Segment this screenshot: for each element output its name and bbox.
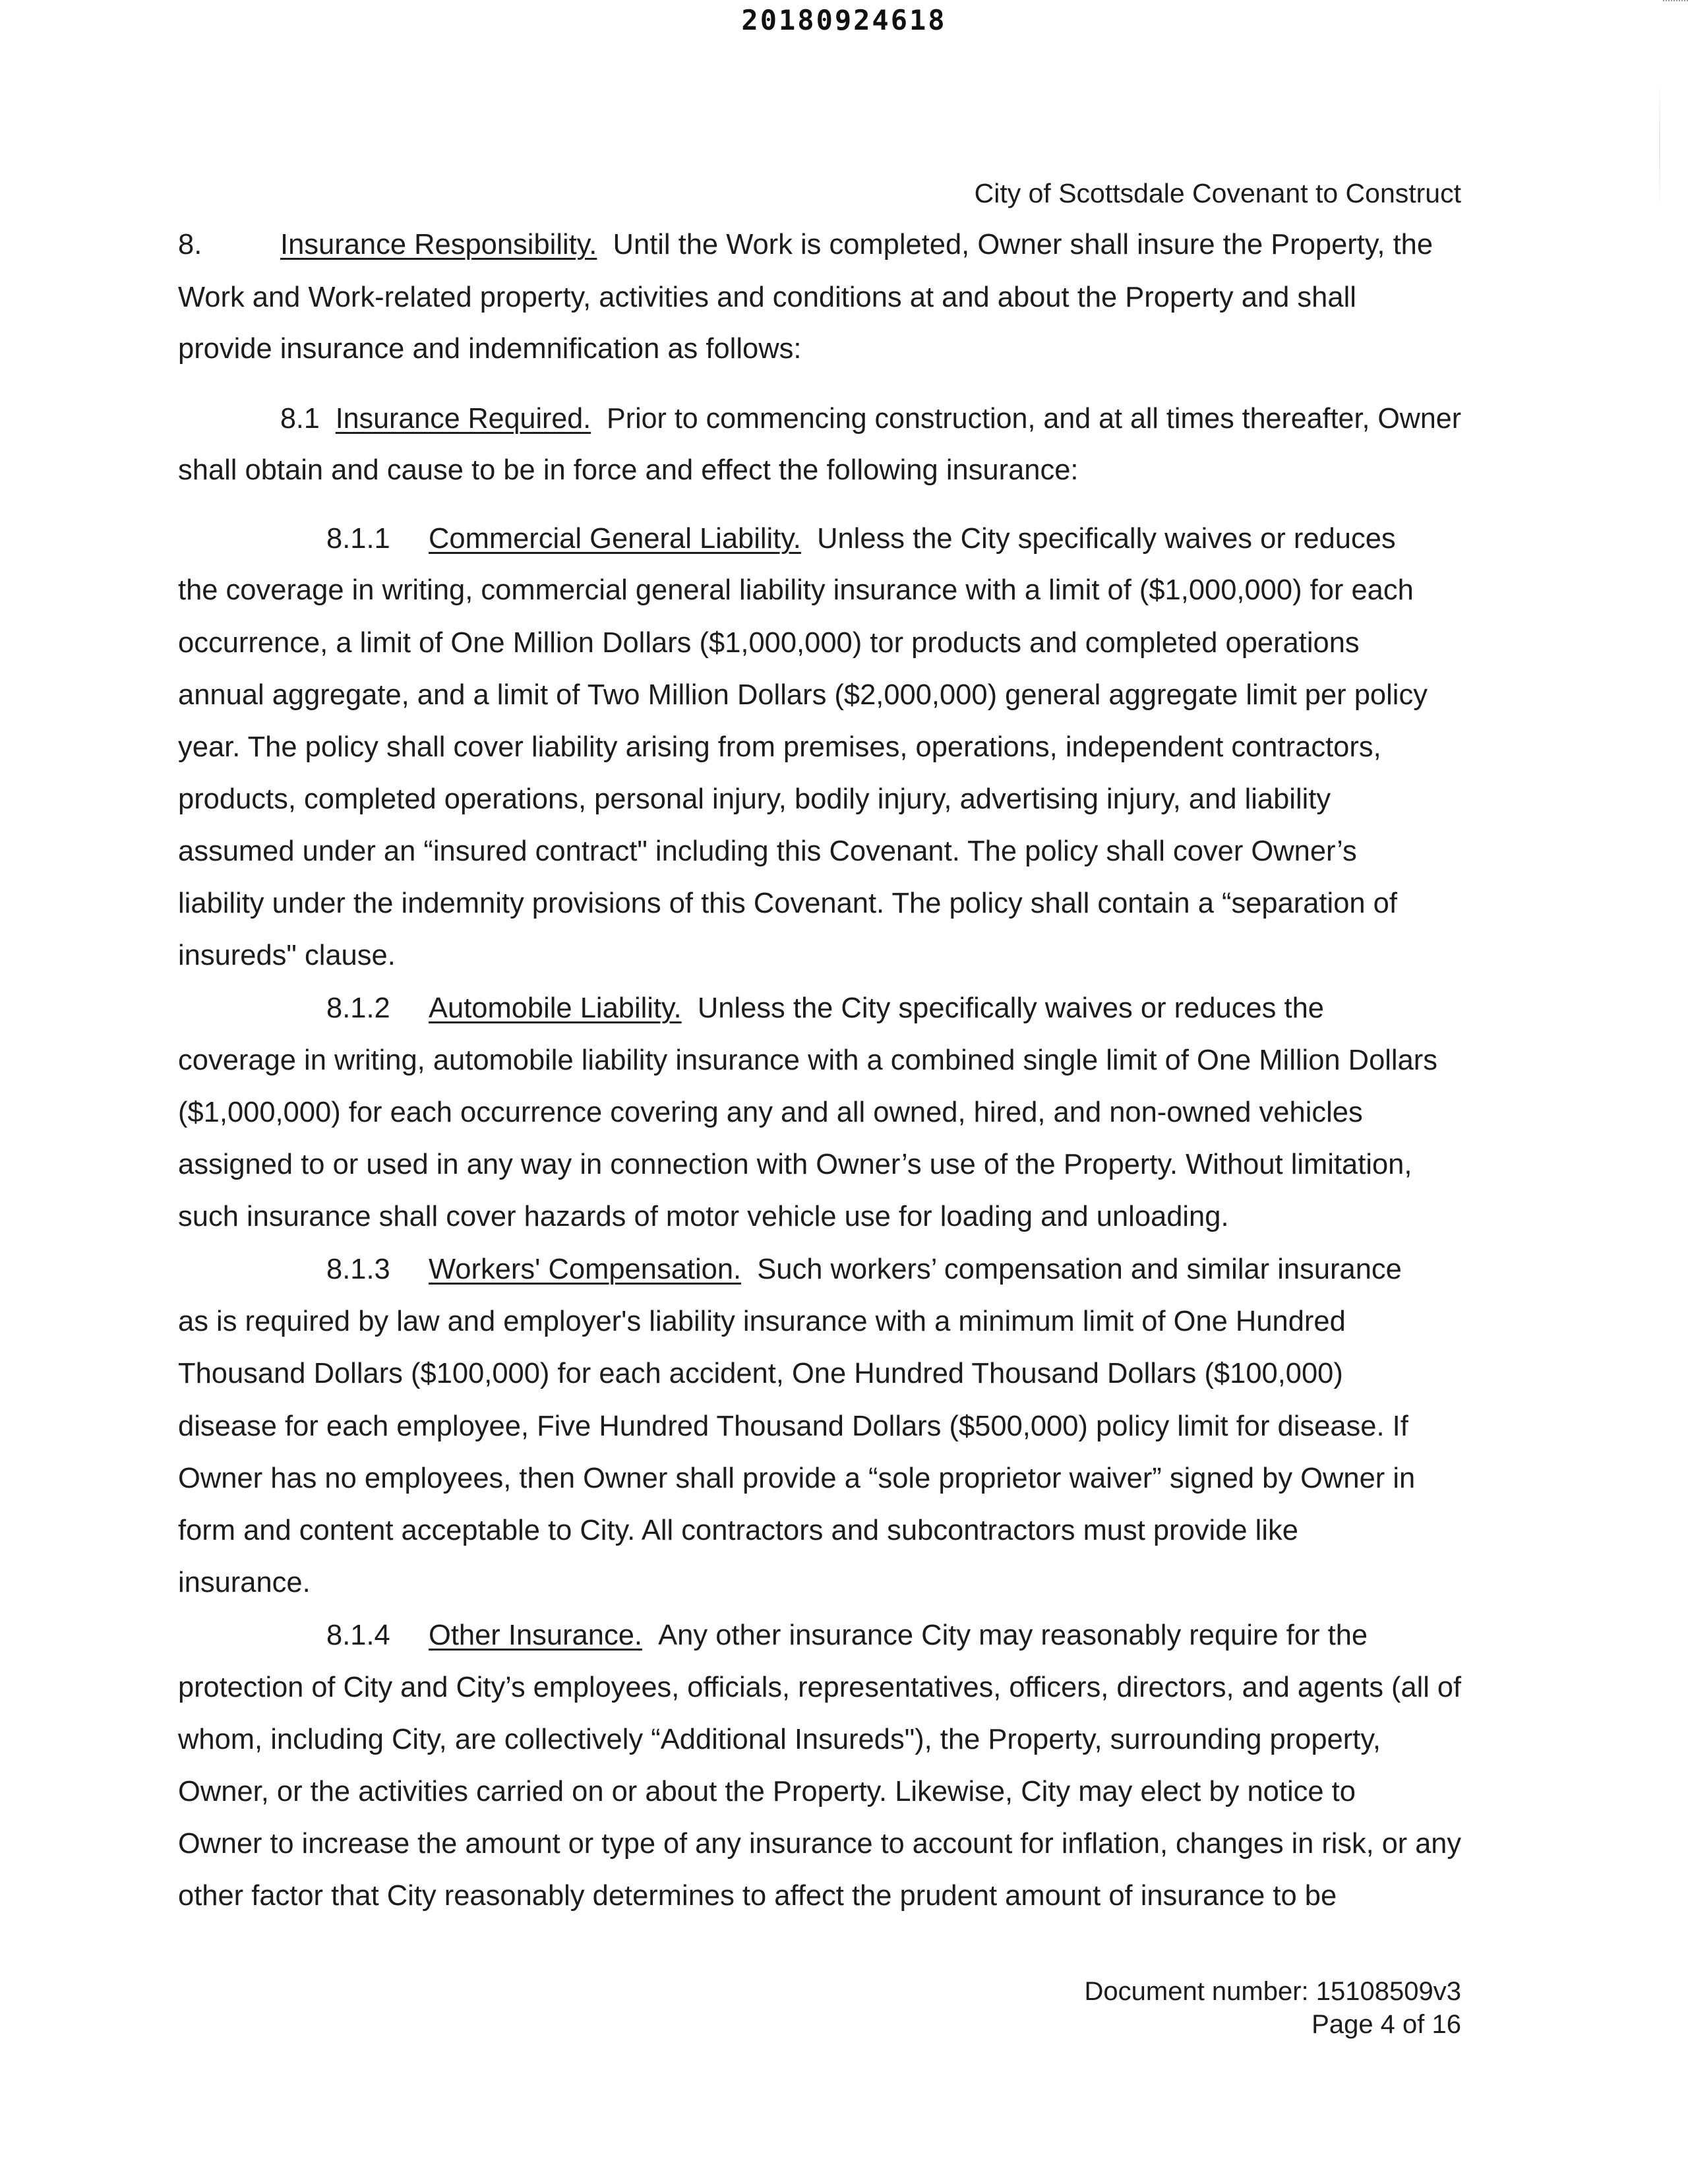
section-heading: Commercial General Liability. [429, 523, 801, 555]
section-heading: Other Insurance. [429, 1620, 642, 1651]
section-heading: Insurance Required. [335, 403, 591, 435]
section-8-line: Work and Work-related property, activities and conditions at and about the Property and shall [178, 282, 1356, 313]
section-8-1-1-line: the coverage in writing, commercial general liability insurance with a limit of ($1,000,000) for each [178, 574, 1414, 606]
section-8-1-1-first-line [326, 525, 1396, 554]
section-8-1-3-first-line [326, 1256, 1402, 1285]
section-number: 8.1.1 [326, 523, 390, 555]
section-8-1-1-line: occurrence, a limit of One Million Dollars ($1,000,000) tor products and completed operations [178, 627, 1360, 659]
section-8-1-4-line: Owner to increase the amount or type of any insurance to account for inflation, changes in risk, or any [178, 1828, 1461, 1860]
scan-edge-shadow [1659, 79, 1660, 211]
section-8-1-4-first-line [326, 1622, 1368, 1651]
section-8-1-3-line: insurance. [178, 1567, 311, 1598]
section-8-1-3-line: Thousand Dollars ($100,000) for each accident, One Hundred Thousand Dollars ($100,000) [178, 1358, 1343, 1389]
section-number: 8.1.4 [326, 1620, 390, 1651]
section-heading: Insurance Responsibility. [280, 229, 597, 260]
section-8-1-2-line: ($1,000,000) for each occurrence covering any and all owned, hired, and non-owned vehicles [178, 1097, 1363, 1128]
section-8-first-line [178, 231, 1433, 260]
section-8-1-2-first-line [326, 994, 1324, 1023]
section-heading: Workers' Compensation. [429, 1254, 742, 1285]
section-text: Such workers’ compensation and similar insurance [757, 1254, 1402, 1285]
section-8-1-4-line: whom, including City, are collectively “Additional Insureds"), the Property, surrounding property, [178, 1724, 1381, 1755]
document-number: Document number: 15108509v3 [1084, 1977, 1461, 2006]
section-8-1-1-line: insureds" clause. [178, 940, 396, 971]
section-text: Until the Work is completed, Owner shall insure the Property, the [613, 229, 1433, 260]
section-8-1-3-line: Owner has no employees, then Owner shall provide a “sole proprietor waiver” signed by Owner in [178, 1463, 1416, 1494]
section-8-1-4-line: Owner, or the activities carried on or about the Property. Likewise, City may elect by notice to [178, 1776, 1356, 1807]
section-8-1-line: shall obtain and cause to be in force and effect the following insurance: [178, 454, 1079, 486]
section-text: Unless the City specifically waives or reduces [817, 523, 1396, 555]
section-text: Prior to commencing construction, and at all times thereafter, Owner [607, 403, 1462, 435]
section-8-line: provide insurance and indemnification as follows: [178, 333, 802, 365]
section-text: Any other insurance City may reasonably require for the [658, 1620, 1368, 1651]
section-number: 8. [178, 229, 202, 260]
section-8-1-1-line: year. The policy shall cover liability arising from premises, operations, independent contractors, [178, 731, 1381, 763]
recording-number: 20180924618 [741, 4, 947, 36]
section-heading: Automobile Liability. [429, 992, 682, 1024]
section-8-1-1-line: liability under the indemnity provisions of this Covenant. The policy shall contain a “separation of [178, 888, 1397, 919]
section-8-1-1-line: annual aggregate, and a limit of Two Million Dollars ($2,000,000) general aggregate limit per policy [178, 679, 1428, 711]
section-8-1-4-line: protection of City and City’s employees, officials, representatives, officers, directors, and agents (all of [178, 1672, 1462, 1703]
section-8-1-2-line: assigned to or used in any way in connection with Owner’s use of the Property. Without limitation, [178, 1149, 1412, 1180]
section-8-1-3-line: disease for each employee, Five Hundred Thousand Dollars ($500,000) policy limit for disease. If [178, 1410, 1408, 1442]
section-text: Unless the City specifically waives or reduces the [697, 992, 1324, 1024]
section-8-1-1-line: products, completed operations, personal injury, bodily injury, advertising injury, and liability [178, 783, 1331, 815]
section-8-1-4-line: other factor that City reasonably determines to affect the prudent amount of insurance to be [178, 1880, 1337, 1912]
section-8-1-2-line: such insurance shall cover hazards of motor vehicle use for loading and unloading. [178, 1201, 1229, 1232]
section-8-1-first-line [280, 405, 1461, 434]
page-number: Page 4 of 16 [1311, 2010, 1461, 2039]
section-8-1-3-line: form and content acceptable to City. All contractors and subcontractors must provide like [178, 1515, 1298, 1546]
section-8-1-3-line: as is required by law and employer's liability insurance with a minimum limit of One Hundred [178, 1306, 1346, 1337]
section-8-1-1-line: assumed under an “insured contract" including this Covenant. The policy shall cover Owner’s [178, 835, 1357, 867]
section-number: 8.1.2 [326, 992, 390, 1024]
section-number: 8.1 [280, 403, 320, 435]
section-number: 8.1.3 [326, 1254, 390, 1285]
section-8-1-2-line: coverage in writing, automobile liability insurance with a combined single limit of One Million Dollars [178, 1045, 1438, 1076]
page-header-title: City of Scottsdale Covenant to Construct [974, 178, 1461, 208]
